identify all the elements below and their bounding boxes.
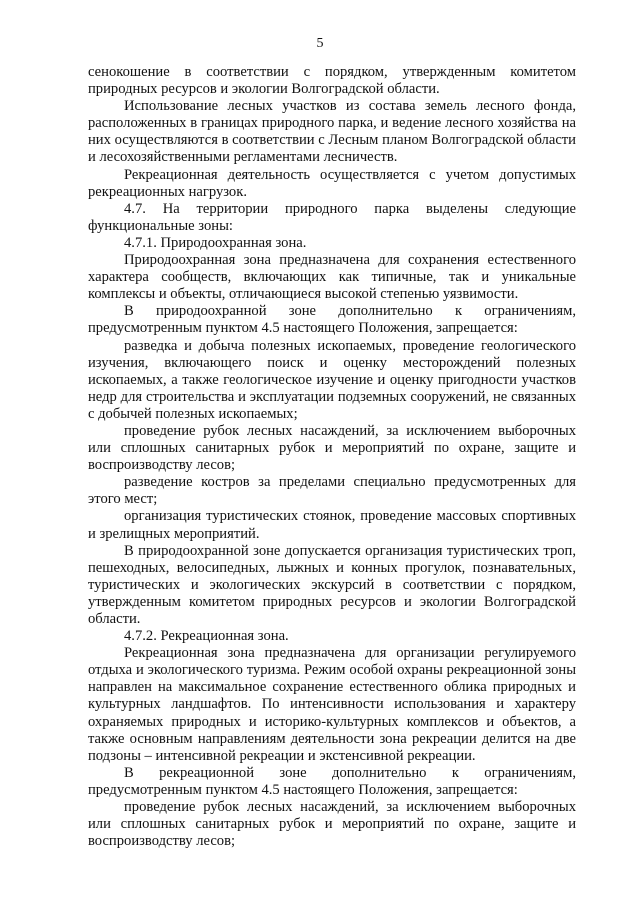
paragraph-recreation-activity: Рекреационная деятельность осуществляется с учетом допустимых рекреационных нагрузок. [88,166,576,200]
paragraph-conservation-prohibitions: В природоохранной зоне дополнительно к ограничениям, предусмотренным пунктом 4.5 настоящего Положения, запрещается: [88,303,576,337]
list-item-logging: проведение рубок лесных насаждений, за исключением выборочных или сплошных санитарных рубок и мероприятий по охране, защите и воспроизводству лесов; [88,422,576,474]
list-item-mining: разведка и добыча полезных ископаемых, проведение геологического изучения, включающего поиск и оценку месторождений полезных ископаемых, а также геологическое изучение и оценку пригодности участков недр для строительства и эксплуатации подземных сооружений, не связанных с добычей полезных ископаемых; [88,337,576,422]
paragraph-conservation-purpose: Природоохранная зона предназначена для сохранения естественного характера сообществ, включающих как типичные, так и уникальные комплексы и объекты, отличающиеся высокой степенью уязвимости. [88,252,576,303]
paragraph-forest-use: Использование лесных участков из состава земель лесного фонда, расположенных в границах природного парка, и ведение лесного хозяйства на них осуществляются в соответствии с Лесным планом Волгоградской области и лесохозяйственными регламентами лесничеств. [88,98,576,166]
paragraph-recreation-prohibitions: В рекреационной зоне дополнительно к ограничениям, предусмотренным пунктом 4.5 настоящего Положения, запрещается: [88,764,576,798]
paragraph-functional-zones: 4.7. На территории природного парка выделены следующие функциональные зоны: [88,200,576,234]
document-body [88,64,576,850]
list-item-campfires: разведение костров за пределами специально предусмотренных для этого мест; [88,474,576,508]
paragraph-recreation-purpose: Рекреационная зона предназначена для организации регулируемого отдыха и экологического туризма. Режим особой охраны рекреационной зоны направлен на максимальное сохранение естественного облика природных и культурных ландшафтов. По интенсивности использования и характеру охраняемых природных и историко-культурных комплексов и объектов, а также основным направлениям деятельности зона рекреации делится на две подзоны – интенсивной рекреации и экстенсивной рекреации. [88,645,576,764]
section-heading-recreation-zone: 4.7.2. Рекреационная зона. [124,628,289,645]
list-item-recreation-logging: проведение рубок лесных насаждений, за исключением выборочных или сплошных санитарных рубок и мероприятий по охране, защите и воспроизводству лесов; [88,799,576,850]
section-heading-conservation-zone: 4.7.1. Природоохранная зона. [124,234,307,251]
paragraph-continuation: сенокошение в соответствии с порядком, утвержденным комитетом природных ресурсов и экологии Волгоградской области. [88,64,576,98]
list-item-camping: организация туристических стоянок, проведение массовых спортивных и зрелищных мероприятий. [88,508,576,542]
paragraph-conservation-allowed: В природоохранной зоне допускается организация туристических троп, пешеходных, велосипедных, лыжных и конных прогулок, познавательных, туристических и экологических экскурсий в соответствии с порядком, утвержденным комитетом природных ресурсов и экологии Волгоградской области. [88,542,576,627]
page-number: 5 [316,36,324,51]
